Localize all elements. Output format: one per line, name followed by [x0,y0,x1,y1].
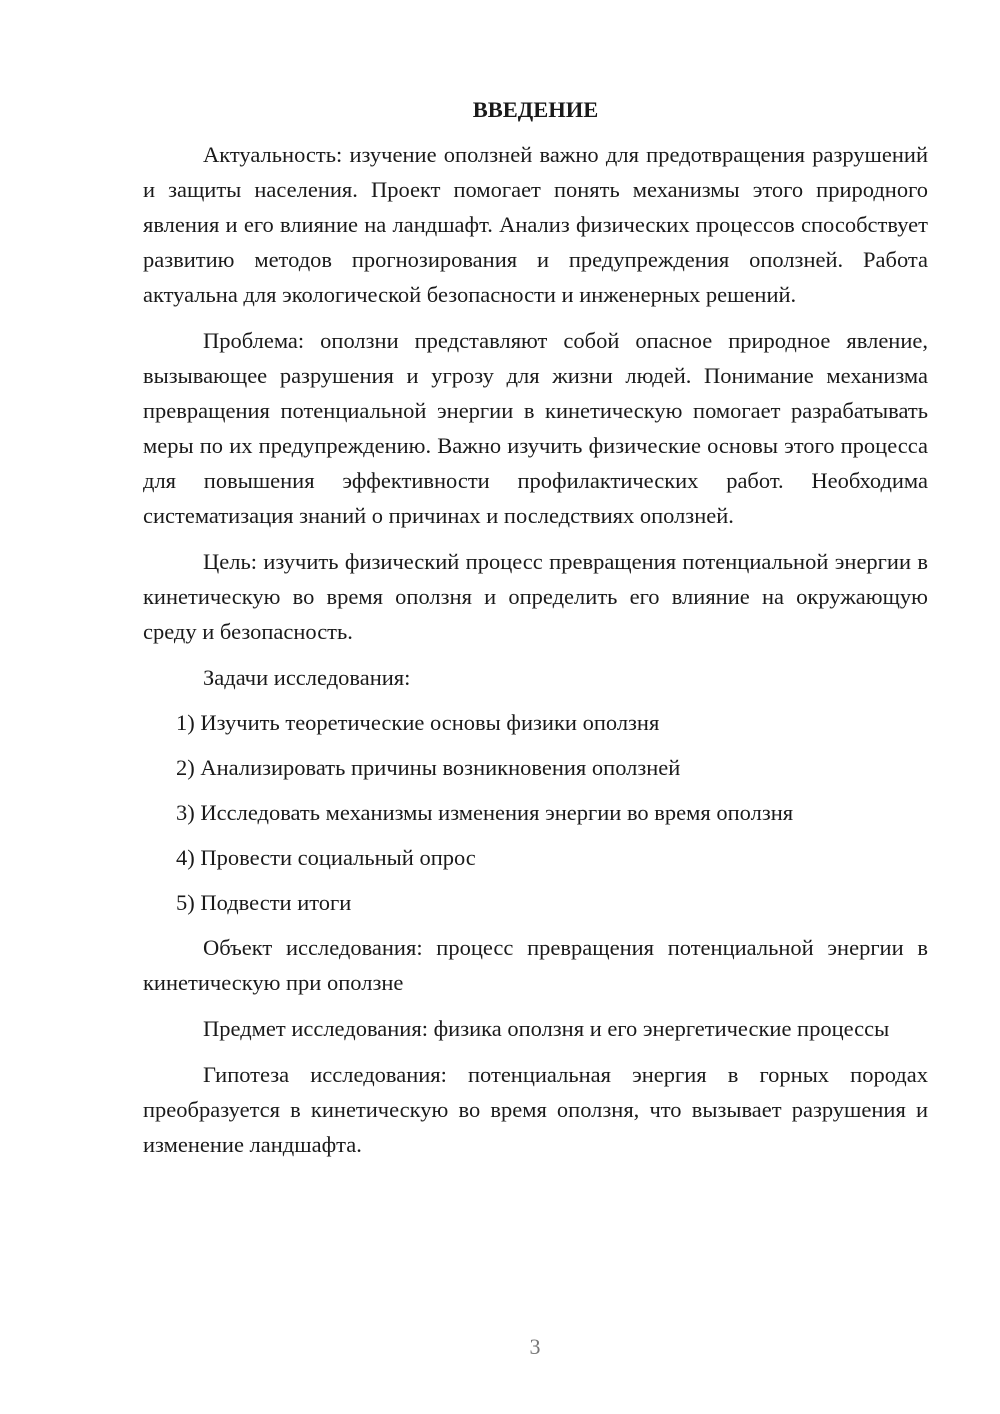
tasks-heading: Задачи исследования: [203,665,411,690]
task-item: 1) Изучить теоретические основы физики оползня [176,710,660,735]
problem-paragraph: Проблема: оползни представляют собой опасное природное явление, вызывающее разрушения и угрозу для жизни людей. Понимание механизма превращения потенциальной энергии в кинетическую помогает разрабатывать меры по их предупреждению. Важно изучить физические основы этого процесса для повышения эффективности профилактических работ. Необходима систематизация знаний о причинах и последствиях оползней. [143,328,928,528]
task-item: 5) Подвести итоги [176,890,352,915]
task-item: 4) Провести социальный опрос [176,845,476,870]
page-content [143,92,928,1173]
page-title: ВВЕДЕНИЕ [472,97,599,122]
task-item: 3) Исследовать механизмы изменения энергии во время оползня [176,800,794,825]
task-item: 2) Анализировать причины возникновения оползней [176,755,681,780]
tasks-list [143,705,928,920]
hypothesis-paragraph: Гипотеза исследования: потенциальная энергия в горных породах преобразуется в кинетическую во время оползня, что вызывает разрушения и изменение ландшафта. [143,1062,928,1157]
object-paragraph: Объект исследования: процесс превращения потенциальной энергии в кинетическую при оползне [143,935,928,995]
subject-paragraph: Предмет исследования: физика оползня и его энергетические процессы [203,1016,890,1041]
page-number: 3 [529,1334,541,1359]
relevance-paragraph: Актуальность: изучение оползней важно для предотвращения разрушений и защиты населения. Проект помогает понять механизмы этого природного явления и его влияние на ландшафт. Анализ физических процессов способствует развитию методов прогнозирования и предупреждения оползней. Работа актуальна для экологической безопасности и инженерных решений. [143,142,928,307]
goal-paragraph: Цель: изучить физический процесс превращения потенциальной энергии в кинетическую во время оползня и определить его влияние на окружающую среду и безопасность. [143,549,928,644]
